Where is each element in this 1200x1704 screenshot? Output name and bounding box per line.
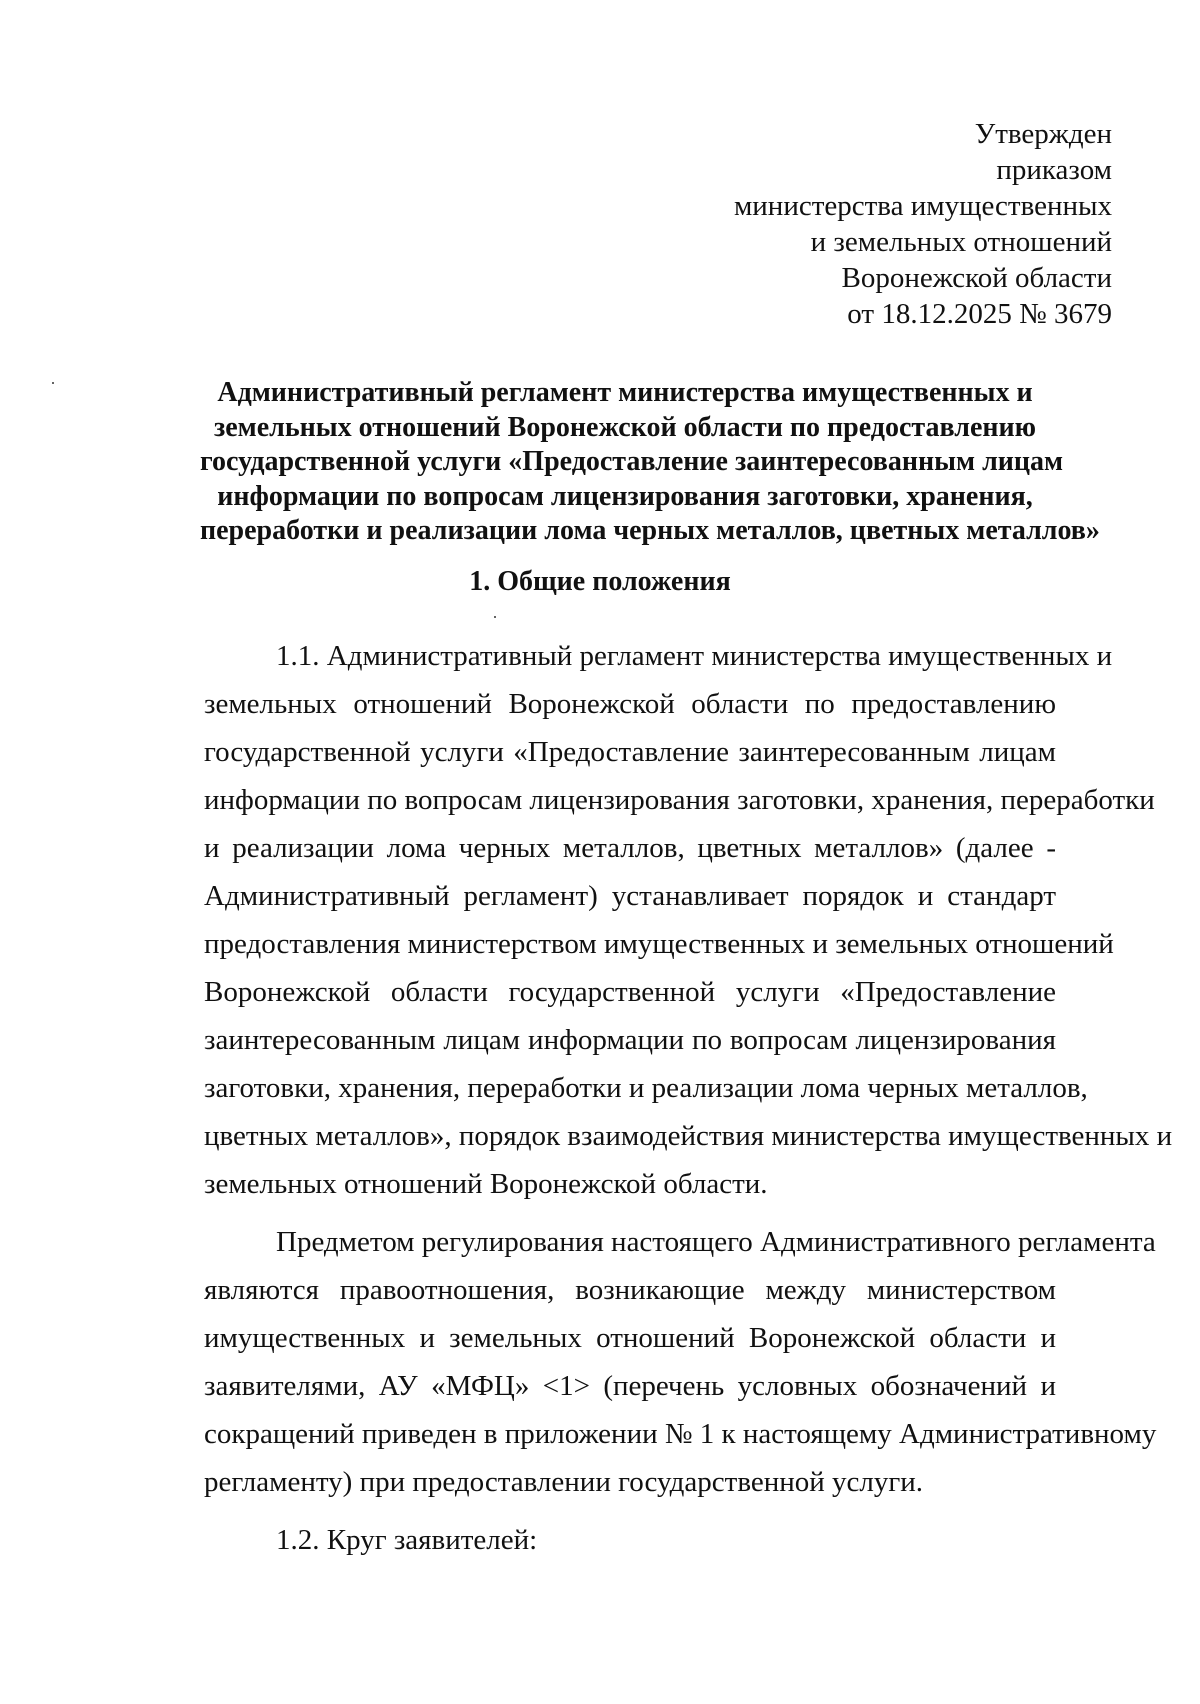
text-line: информации по вопросам лицензирования заготовки, хранения, переработки — [204, 784, 1155, 816]
title-line: информации по вопросам лицензирования заготовки, хранения, — [217, 480, 1033, 512]
approval-line: министерства имущественных — [733, 190, 1112, 222]
text-line: имущественных и земельных отношений Воронежской области и — [204, 1322, 1056, 1354]
text-line: Воронежской области государственной услуги «Предоставление — [204, 976, 1056, 1008]
title-line: земельных отношений Воронежской области по предоставлению — [213, 411, 1037, 443]
text-line: и реализации лома черных металлов, цветных металлов» (далее - — [204, 832, 1056, 864]
title-line: переработки и реализации лома черных металлов, цветных металлов» — [200, 515, 1100, 546]
text-line: Предметом регулирования настоящего Административного регламента — [276, 1226, 1156, 1258]
document-title — [200, 376, 1100, 549]
approval-order-number: от 18.12.2025 № 3679 — [847, 298, 1112, 330]
section-heading: 1. Общие положения — [469, 566, 731, 597]
approval-line: Утвержден — [974, 118, 1112, 150]
approval-stamp — [734, 116, 1112, 332]
paragraph-gap — [204, 1208, 1056, 1218]
text-line: 1.2. Круг заявителей: — [276, 1524, 538, 1556]
text-line: земельных отношений Воронежской области. — [204, 1168, 768, 1200]
body-text — [204, 632, 1173, 1564]
approval-line: приказом — [996, 154, 1112, 186]
text-line: 1.1. Административный регламент министерства имущественных и — [276, 640, 1113, 672]
paragraph-gap — [204, 1506, 1056, 1516]
text-line: земельных отношений Воронежской области по предоставлению — [204, 688, 1056, 720]
scan-speck — [52, 382, 54, 384]
text-line: регламенту) при предоставлении государственной услуги. — [204, 1466, 924, 1498]
paragraph-subject — [204, 1218, 1157, 1506]
text-line: Административный регламент) устанавливает порядок и стандарт — [204, 880, 1056, 912]
title-line: государственной услуги «Предоставление заинтересованным лицам — [200, 446, 1064, 477]
title-line: Административный регламент министерства имущественных и — [217, 377, 1033, 408]
text-line: заявителями, АУ «МФЦ» <1> (перечень условных обозначений и — [204, 1370, 1056, 1402]
text-line: заготовки, хранения, переработки и реализации лома черных металлов, — [204, 1072, 1088, 1104]
text-line: государственной услуги «Предоставление заинтересованным лицам — [204, 736, 1056, 768]
approval-line: Воронежской области — [841, 262, 1112, 294]
paragraph-1-1 — [204, 632, 1173, 1208]
text-line: сокращений приведен в приложении № 1 к настоящему Административному — [204, 1418, 1157, 1450]
text-line: заинтересованным лицам информации по вопросам лицензирования — [204, 1024, 1056, 1056]
text-line: являются правоотношения, возникающие между министерством — [204, 1274, 1056, 1306]
paragraph-1-2 — [204, 1516, 1056, 1564]
approval-line: и земельных отношений — [810, 226, 1112, 258]
text-line: цветных металлов», порядок взаимодействия министерства имущественных и — [204, 1120, 1173, 1152]
text-line: предоставления министерством имущественных и земельных отношений — [204, 928, 1114, 960]
scan-speck — [494, 616, 496, 618]
